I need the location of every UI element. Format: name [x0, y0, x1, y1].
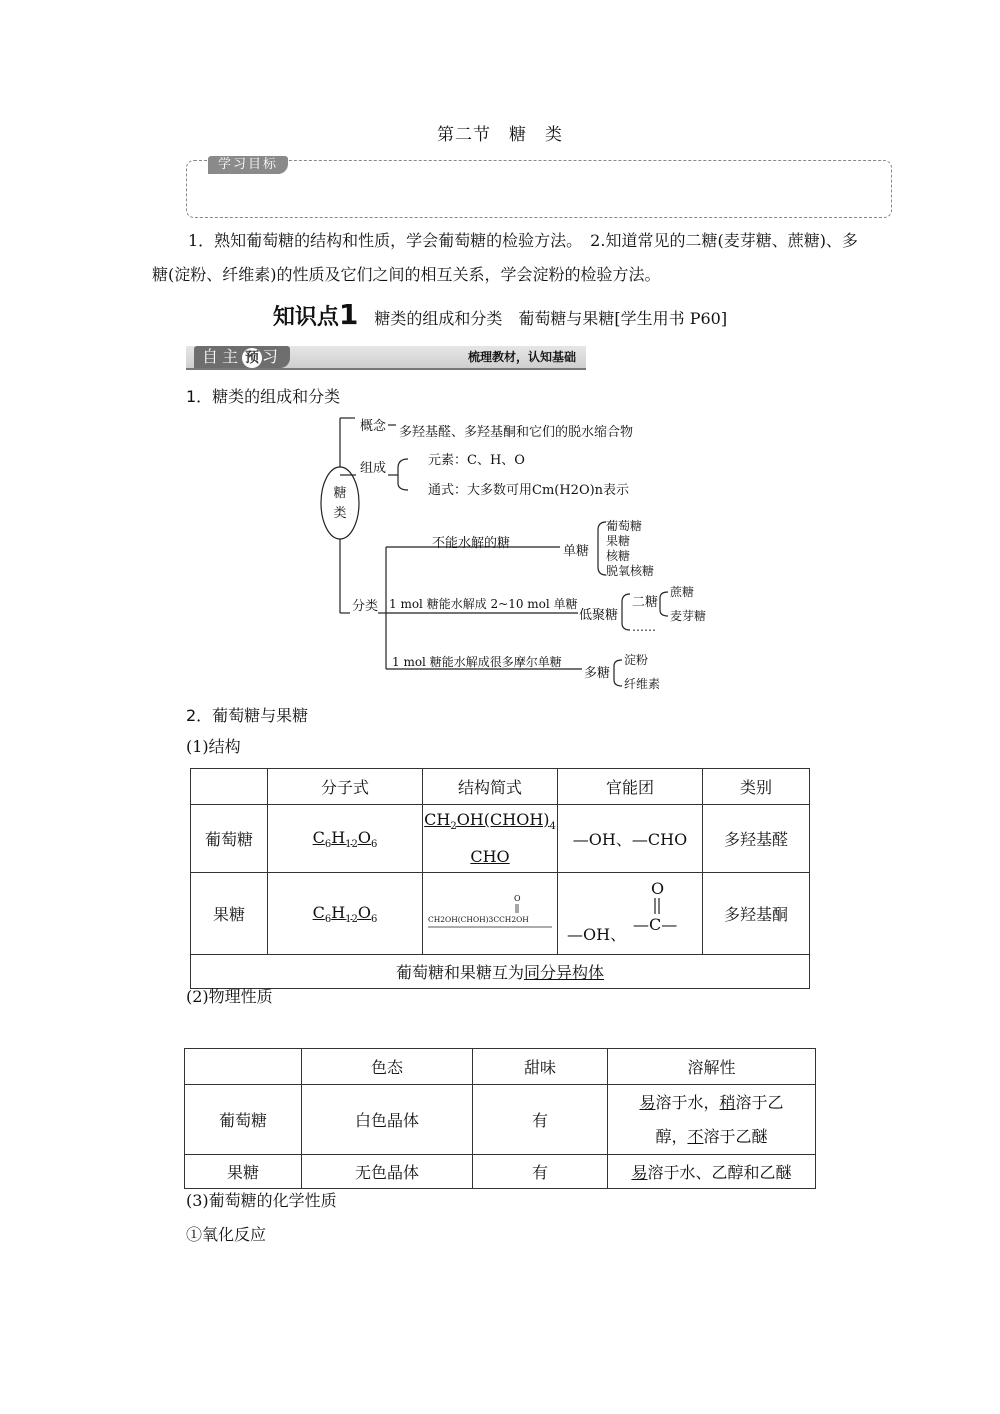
row-label-fructose: 果糖 [191, 873, 268, 955]
fructose-state: 无色晶体 [302, 1155, 473, 1189]
objectives-tag: 学习目标 [208, 156, 288, 174]
diagram-root-char1: 糖 [333, 486, 347, 501]
diagram-branch2-text: 1 mol 糖能水解成 2~10 mol 单糖 [389, 597, 578, 611]
table1-header: 类别 [703, 769, 810, 805]
diagram-poly-item: 纤维素 [624, 677, 661, 691]
fructose-structure [424, 889, 556, 935]
isomer-note-answer: 同分异构体 [524, 963, 605, 983]
knowledge-point-label: 知识点 [272, 305, 339, 330]
section2-heading: 2．葡萄糖与果糖 [186, 706, 309, 725]
fructose-groups-c: —C— [633, 914, 678, 934]
diagram-poly-item: 淀粉 [624, 653, 649, 667]
table-row [191, 955, 810, 989]
table1-header: 结构简式 [423, 769, 558, 805]
section2-sub2: (2)物理性质 [186, 987, 273, 1006]
section2-sub3: (3)葡萄糖的化学性质 [186, 1191, 337, 1210]
sol-text: 溶于乙醚 [703, 1126, 768, 1146]
physical-properties-table [184, 1048, 816, 1189]
sol-text: 醇， [655, 1126, 688, 1146]
diagram-di-node: 二糖 [632, 595, 659, 610]
diagram-mono-item: 葡萄糖 [606, 519, 643, 533]
section2-sub1: (1)结构 [186, 737, 241, 756]
isomer-note [191, 955, 810, 989]
sol-answer: 易 [631, 1163, 648, 1182]
structure-table [190, 768, 810, 989]
table2-header: 甜味 [473, 1049, 608, 1085]
glucose-formula: $C_6H_{12}O_6$ [312, 827, 378, 850]
sol-text: 溶于乙 [735, 1092, 784, 1112]
table1-header: 官能团 [558, 769, 703, 805]
row-label-fructose: 果糖 [185, 1155, 302, 1189]
diagram-di-item: 蔗糖 [670, 585, 695, 599]
diagram-classification-label: 分类 [352, 599, 379, 614]
table-row [185, 1085, 816, 1155]
diagram-di-item: 麦芽糖 [670, 609, 707, 623]
section1-heading: 1．糖类的组成和分类 [186, 387, 341, 406]
sol-answer: 易 [639, 1092, 656, 1112]
table2-header: 溶解性 [608, 1049, 816, 1085]
diagram-mono-item: 核糖 [606, 549, 631, 563]
sol-answer: 稍 [719, 1092, 736, 1112]
diagram-oligo-node: 低聚糖 [579, 608, 619, 623]
sol-text: 溶于水、乙醇和乙醚 [647, 1163, 792, 1182]
sol-text: 溶于水， [655, 1092, 720, 1112]
sol-answer: 不 [687, 1126, 704, 1146]
knowledge-point-topic: 糖类的组成和分类 葡萄糖与果糖[学生用书 P60] [374, 309, 728, 328]
glucose-solubility [608, 1085, 816, 1155]
preview-tag-before: 自主 [202, 347, 243, 366]
row-label-glucose: 葡萄糖 [191, 805, 268, 873]
row-label-glucose: 葡萄糖 [185, 1085, 302, 1155]
fructose-structure-text: CH2OH(CHOH)3CCH2OH [428, 914, 529, 924]
glucose-sweet: 有 [473, 1085, 608, 1155]
glucose-groups: —OH、—CHO [558, 805, 703, 873]
diagram-elements-text: 元素：C、H、O [428, 453, 525, 468]
page-title: 第二节 糖 类 [437, 125, 563, 145]
objectives-text: 1．熟知葡萄糖的结构和性质，学会葡萄糖的检验方法。 2.知道常见的二糖(麦芽糖、蔗糖)、多糖(淀粉、纤维素)的性质及它们之间的相互关系，学会淀粉的检验方法。 [152, 231, 858, 284]
glucose-structure-line1: $CH_2OH(CHOH)_4$ [424, 810, 556, 833]
fructose-groups [559, 874, 701, 950]
preview-tag-after: 习 [262, 347, 283, 366]
diagram-branch3-text: 1 mol 糖能水解成很多摩尔单糖 [392, 655, 562, 669]
fructose-groups-oh: —OH、 [567, 924, 627, 944]
table-row [191, 873, 810, 955]
isomer-note-prefix: 葡萄糖和果糖互为 [395, 963, 524, 983]
glucose-category: 多羟基醛 [703, 805, 810, 873]
diagram-branch1-text: 不能水解的糖 [432, 536, 511, 551]
fructose-category: 多羟基酮 [703, 873, 810, 955]
knowledge-point-number: 1 [338, 298, 359, 331]
diagram-concept-label: 概念 [360, 419, 387, 434]
preview-tag-circle: 预 [242, 348, 262, 368]
fructose-formula: $C_6H_{12}O_6$ [312, 902, 378, 925]
diagram-composition-label: 组成 [360, 461, 387, 476]
preview-slogan: 梳理教材，认知基础 [467, 350, 576, 364]
diagram-oligo-more: …… [632, 620, 656, 634]
diagram-mono-item: 果糖 [606, 534, 631, 548]
fructose-solubility [608, 1155, 816, 1189]
diagram-poly-node: 多糖 [584, 666, 611, 681]
fructose-sweet: 有 [473, 1155, 608, 1189]
table2-header: 色态 [302, 1049, 473, 1085]
diagram-mono-node: 单糖 [563, 544, 590, 559]
glucose-structure-line2: CHO [470, 847, 510, 867]
diagram-root-char2: 类 [333, 506, 347, 521]
fructose-groups-o: O [651, 878, 665, 898]
table1-header: 分子式 [268, 769, 423, 805]
fructose-structure-o: O [514, 893, 521, 903]
diagram-concept-text: 多羟基醛、多羟基酮和它们的脱水缩合物 [399, 425, 634, 440]
diagram-mono-item: 脱氧核糖 [606, 564, 655, 578]
table-row [191, 805, 810, 873]
section2-sub3-item1: ①氧化反应 [186, 1225, 267, 1244]
diagram-formula-text: 通式：大多数可用Cm(H2O)n表示 [428, 483, 630, 498]
glucose-state: 白色晶体 [302, 1085, 473, 1155]
